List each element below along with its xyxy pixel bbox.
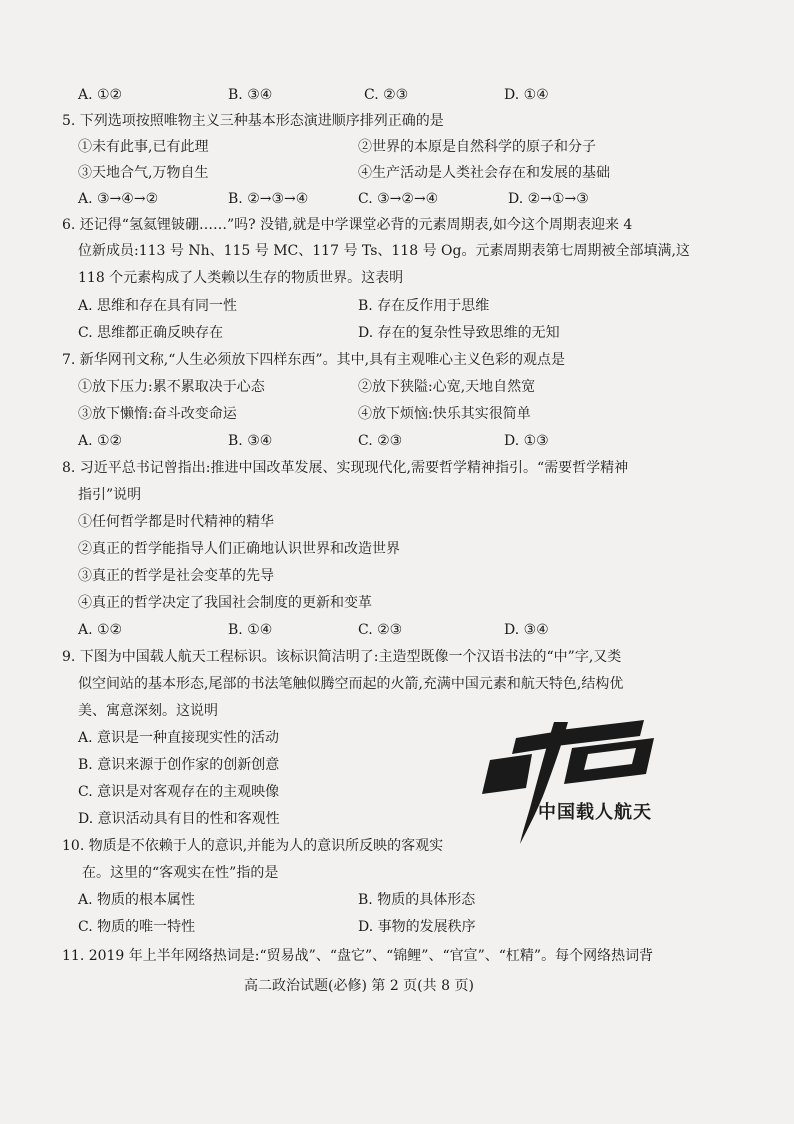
q4-option-b: B. ③④ (228, 87, 273, 103)
q8-stem-line-1: 8. 习近平总书记曾指出:推进中国改革发展、实现现代化,需要哲学精神指引。“需要哲学精神 (62, 460, 629, 476)
q6-stem-line-2: 位新成员:113 号 Nh、115 号 MC、117 号 Ts、118 号 Og。元素周期表第七周期被全部填满,这 (78, 243, 690, 259)
q6-stem-line-3: 118 个元素构成了人类赖以生存的物质世界。这表明 (78, 270, 404, 286)
q7-item-2: ②放下狭隘:心宽,天地自然宽 (358, 379, 536, 395)
q5-item-2: ②世界的本原是自然科学的原子和分子 (358, 139, 596, 155)
q7-option-d: D. ①③ (504, 433, 549, 449)
q10-option-c: C. 物质的唯一特性 (78, 919, 196, 935)
q7-item-3: ③放下懒惰:奋斗改变命运 (78, 406, 237, 422)
q5-stem: 5. 下列选项按照唯物主义三种基本形态演进顺序排列正确的是 (62, 113, 444, 129)
q8-stem-line-2: 指引”说明 (78, 487, 142, 503)
q9-stem-line-1: 9. 下图为中国载人航天工程标识。该标识简洁明了:主造型既像一个汉语书法的“中”字,又类 (62, 649, 622, 665)
q5-option-b: B. ②→③→④ (228, 191, 309, 207)
q8-item-4: ④真正的哲学决定了我国社会制度的更新和变革 (78, 595, 372, 611)
q7-stem: 7. 新华网刊文称,“人生必须放下四样东西”。其中,具有主观唯心主义色彩的观点是 (62, 352, 566, 368)
q10-stem-line-2: 在。这里的“客观实在性”指的是 (82, 865, 279, 881)
q10-option-d: D. 事物的发展秩序 (358, 919, 476, 935)
q9-stem-line-3: 美、寓意深刻。这说明 (78, 703, 218, 719)
q9-option-a: A. 意识是一种直接现实性的活动 (78, 730, 280, 746)
q4-option-a: A. ①② (78, 87, 123, 103)
q7-option-a: A. ①② (78, 433, 123, 449)
q8-item-2: ②真正的哲学能指导人们正确地认识世界和改造世界 (78, 541, 400, 557)
q6-option-a: A. 思维和存在具有同一性 (78, 298, 238, 314)
q7-option-b: B. ③④ (228, 433, 273, 449)
logo-caption: 中国载人航天 (538, 802, 652, 823)
q4-option-c: C. ②③ (364, 87, 409, 103)
q11-stem: 11. 2019 年上半年网络热词是:“贸易战”、“盘它”、“锦鲤”、“官宣”、“杠精”。每个网络热词背 (62, 948, 654, 964)
q8-option-c: C. ②③ (358, 622, 403, 638)
q6-option-c: C. 思维都正确反映存在 (78, 325, 224, 341)
q8-option-a: A. ①② (78, 622, 123, 638)
q10-stem-line-1: 10. 物质是不依赖于人的意识,并能为人的意识所反映的客观实 (62, 838, 444, 854)
q9-option-c: C. 意识是对客观存在的主观映像 (78, 784, 280, 800)
q5-item-4: ④生产活动是人类社会存在和发展的基础 (358, 165, 610, 181)
q9-option-b: B. 意识来源于创作家的创新创意 (78, 757, 280, 773)
q8-item-1: ①任何哲学都是时代精神的精华 (78, 514, 274, 530)
q6-option-b: B. 存在反作用于思维 (358, 298, 490, 314)
china-manned-space-logo (476, 718, 676, 848)
q9-stem-line-2: 似空间站的基本形态,尾部的书法笔触似腾空而起的火箭,充满中国元素和航天特色,结构优 (78, 676, 624, 692)
q6-option-d: D. 存在的复杂性导致思维的无知 (358, 325, 560, 341)
q7-item-1: ①放下压力:累不累取决于心态 (78, 379, 265, 395)
q5-option-d: D. ②→①→③ (508, 191, 589, 207)
q8-option-b: B. ①④ (228, 622, 273, 638)
q7-option-c: C. ②③ (358, 433, 403, 449)
q9-option-d: D. 意识活动具有目的性和客观性 (78, 811, 280, 827)
q8-item-3: ③真正的哲学是社会变革的先导 (78, 568, 274, 584)
q5-item-3: ③天地合气,万物自生 (78, 165, 209, 181)
q6-stem-line-1: 6. 还记得“氢氦锂铍硼……”吗? 没错,就是中学课堂必背的元素周期表,如今这个周期表迎来 4 (62, 217, 633, 233)
q5-option-c: C. ③→②→④ (358, 191, 439, 207)
q10-option-a: A. 物质的根本属性 (78, 892, 196, 908)
q5-item-1: ①未有此事,已有此理 (78, 139, 209, 155)
q4-option-d: D. ①④ (504, 87, 549, 103)
q5-option-a: A. ③→④→② (78, 191, 159, 207)
q10-option-b: B. 物质的具体形态 (358, 892, 476, 908)
page-footer: 高二政治试题(必修) 第 2 页(共 8 页) (244, 978, 474, 994)
q7-item-4: ④放下烦恼:快乐其实很简单 (358, 406, 531, 422)
q8-option-d: D. ③④ (504, 622, 549, 638)
